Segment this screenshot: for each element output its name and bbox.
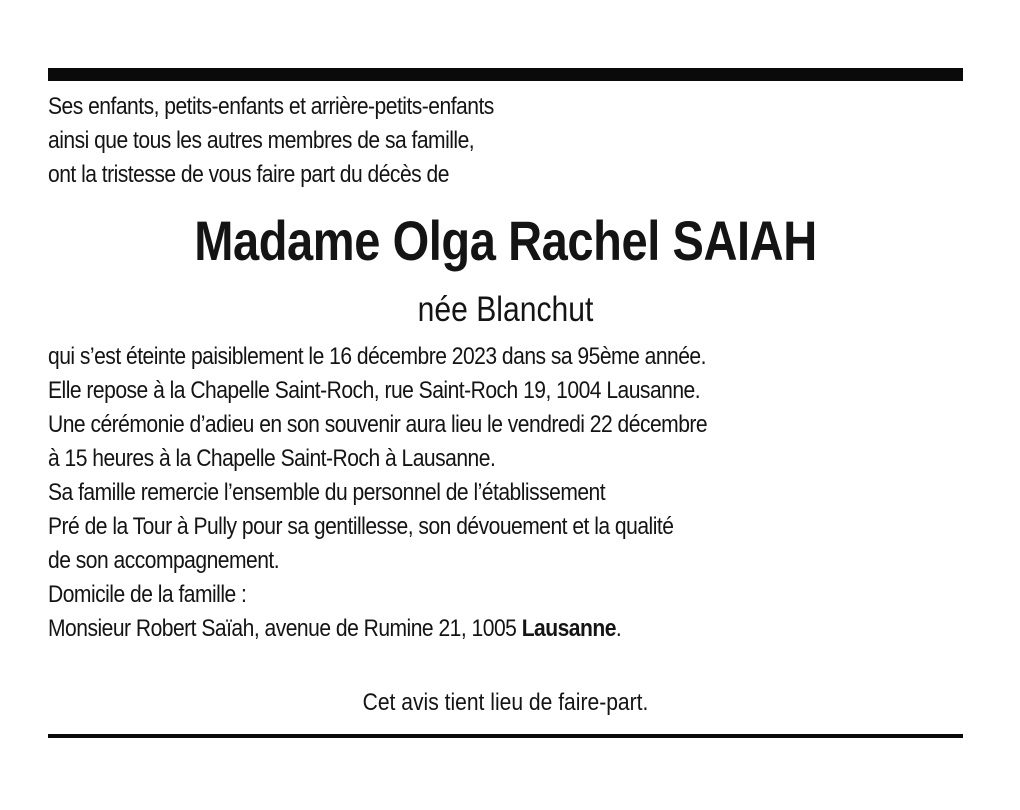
top-rule [48, 68, 963, 81]
body-line: Domicile de la famille : [48, 581, 247, 608]
obituary-notice [48, 0, 963, 810]
address-text: Monsieur Robert Saïah, avenue de Rumine 21, 1005 [48, 615, 522, 642]
body-line: Elle repose à la Chapelle Saint-Roch, rue Saint-Roch 19, 1004 Lausanne. [48, 377, 701, 404]
closing-note: Cet avis tient lieu de faire-part. [362, 689, 649, 716]
body-line: de son accompagnement. [48, 547, 280, 574]
body-paragraph [48, 340, 963, 646]
address-period: . [615, 615, 622, 642]
body-line: à 15 heures à la Chapelle Saint-Roch à Lausanne. [48, 445, 496, 472]
body-line: Pré de la Tour à Pully pour sa gentillesse, son dévouement et la qualité [48, 513, 674, 540]
family-address [48, 612, 835, 646]
body-line: qui s’est éteinte paisiblement le 16 décembre 2023 dans sa 95ème année. [48, 343, 706, 370]
deceased-name: Madame Olga Rachel SAIAH [194, 209, 817, 272]
address-city: Lausanne [521, 615, 616, 642]
body-line: Sa famille remercie l’ensemble du personnel de l’établissement [48, 479, 606, 506]
maiden-name: née Blanchut [417, 290, 594, 329]
intro-line: Ses enfants, petits-enfants et arrière-petits-enfants [48, 93, 494, 120]
bottom-rule [48, 734, 963, 738]
intro-paragraph [48, 90, 963, 192]
intro-line: ainsi que tous les autres membres de sa famille, [48, 127, 475, 154]
intro-line: ont la tristesse de vous faire part du décès de [48, 161, 449, 188]
body-line: Une cérémonie d’adieu en son souvenir aura lieu le vendredi 22 décembre [48, 411, 708, 438]
